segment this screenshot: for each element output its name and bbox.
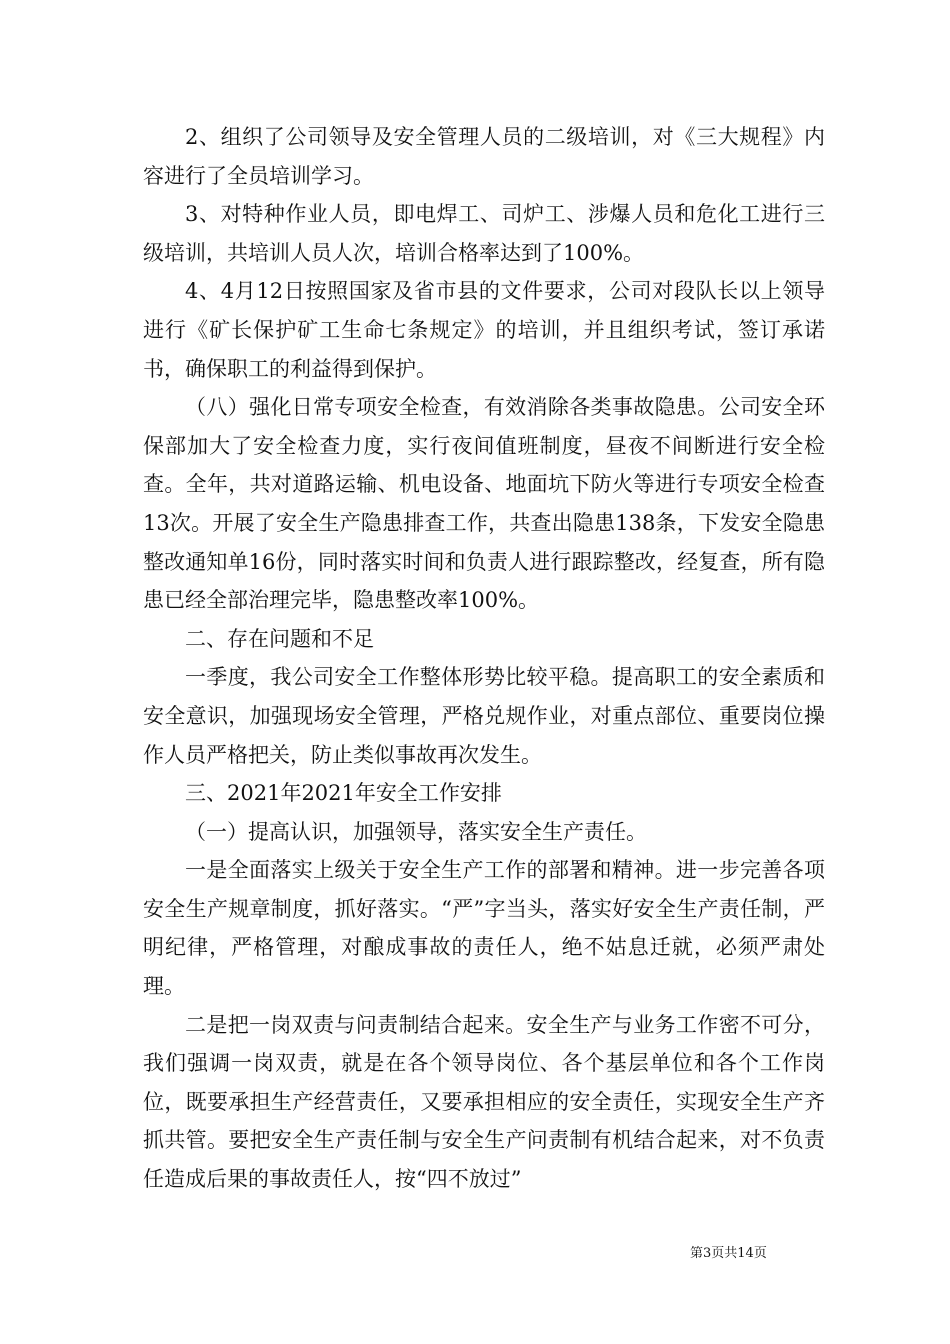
paragraph-training-item-4: 4、4月12日按照国家及省市县的文件要求，公司对段队长以上领导进行《矿长保护矿工生命七条规定》的培训，并且组织考试，签订承诺书，确保职工的利益得到保护。 (143, 279, 825, 381)
paragraph-safety-inspection: （八）强化日常专项安全检查，有效消除各类事故隐患。公司安全环保部加大了安全检查力度，实行夜间值班制度，昼夜不间断进行安全检查。全年，共对道路运输、机电设备、地面坑下防火等进行专项安全检查13次。开展了安全生产隐患排查工作，共查出隐患138条，下发安全隐患整改通知单16份，同时落实时间和负责人进行跟踪整改，经复查，所有隐患已经全部治理完毕，隐患整改率100%。 (143, 395, 825, 613)
paragraph-point-two: 二是把一岗双责与问责制结合起来。安全生产与业务工作密不可分，我们强调一岗双责，就是在各个领导岗位、各个基层单位和各个工作岗位，既要承担生产经营责任，又要承担相应的安全责任，实现安全生产齐抓共管。要把安全生产责任制与安全生产问责制有机结合起来，对不负责任造成后果的事故责任人，按“四不放过” (143, 1012, 825, 1192)
subsection-heading-responsibility: （一）提高认识，加强领导，落实安全生产责任。 (185, 819, 647, 844)
page-number-footer: 第3页共14页 (690, 1246, 767, 1261)
paragraph-training-item-3: 3、对特种作业人员，即电焊工、司炉工、涉爆人员和危化工进行三级培训，共培训人员人次，培训合格率达到了100%。 (143, 202, 825, 265)
section-heading-work-plan: 三、2021年2021年安全工作安排 (185, 781, 502, 806)
document-body (143, 118, 825, 1199)
paragraph-training-item-2: 2、组织了公司领导及安全管理人员的二级培训，对《三大规程》内容进行了全员培训学习。 (143, 125, 825, 188)
paragraph-point-one: 一是全面落实上级关于安全生产工作的部署和精神。进一步完善各项安全生产规章制度，抓好落实。“严”字当头，落实好安全生产责任制，严明纪律，严格管理，对酿成事故的责任人，绝不姑息迁就，必须严肃处理。 (143, 858, 825, 999)
section-heading-problems: 二、存在问题和不足 (185, 626, 374, 651)
paragraph-first-quarter: 一季度，我公司安全工作整体形势比较平稳。提高职工的安全素质和安全意识，加强现场安全管理，严格兑规作业，对重点部位、重要岗位操作人员严格把关，防止类似事故再次发生。 (143, 665, 825, 767)
